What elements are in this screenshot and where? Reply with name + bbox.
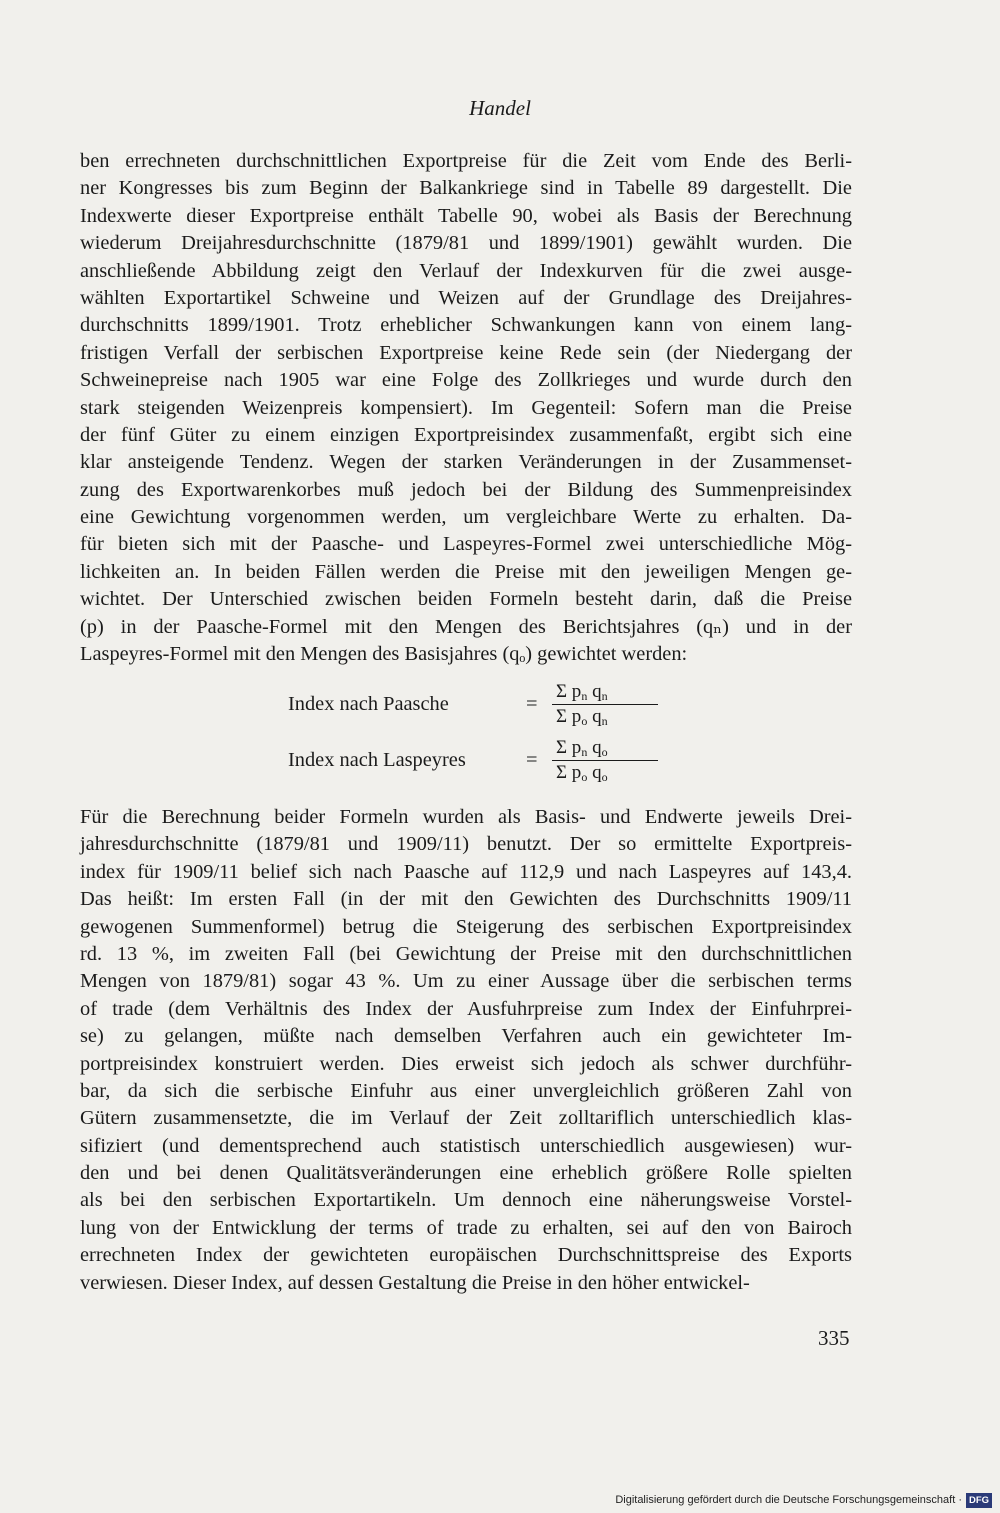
digitization-footer (600, 1492, 1000, 1512)
laspeyres-numerator: Σ $p_n$ $q_o$ (556, 737, 608, 759)
footer-credit: Digitalisierung gefördert durch die Deutsche Forschungsgemeinschaft · (615, 1494, 962, 1506)
text-line: Indexwerte dieser Exportpreise enthält Tabelle 90, wobei als Basis der Berechnung (80, 204, 852, 227)
paasche-label: Index nach Paasche (288, 693, 449, 715)
text-line: für bieten sich mit der Paasche- und Laspeyres-Formel zwei unterschiedliche Mög- (80, 533, 852, 556)
paasche-fraction (552, 680, 662, 729)
text-line: Für die Berechnung beider Formeln wurden als Basis- und Endwerte jeweils Drei- (80, 806, 852, 828)
text-line: lichkeiten an. In beiden Fällen werden die Preise mit den jeweiligen Mengen ge- (80, 560, 852, 583)
text-line: ben errechneten durchschnittlichen Exportpreise für die Zeit vom Ende des Berli- (80, 150, 852, 172)
paasche-denominator: Σ $p_o$ $q_n$ (556, 706, 608, 728)
text-line: wiederum Dreijahresdurchschnitte (1879/81 und 1899/1901) gewählt wurden. Die (80, 232, 852, 255)
text-line: jahresdurchschnitte (1879/81 und 1909/11) benutzt. Der so ermittelte Exportpreis- (80, 833, 852, 856)
text-line: rd. 13 %, im zweiten Fall (bei Gewichtung der Preise mit den durchschnittlichen (80, 942, 852, 965)
text-line: eine Gewichtung vorgenommen werden, um vergleichbare Werte zu erhalten. Da- (80, 506, 852, 529)
laspeyres-equals: = (526, 749, 538, 771)
text-line: Mengen von 1879/81) sogar 43 %. Um zu einer Aussage über die serbischen terms (80, 970, 852, 993)
text-line: wichtet. Der Unterschied zwischen beiden Formeln besteht darin, daß die Preise (80, 588, 852, 611)
text-line: durchschnitts 1899/1901. Trotz erheblicher Schwankungen kann von einem lang- (80, 314, 852, 337)
paragraph-1 (80, 148, 852, 668)
laspeyres-label: Index nach Laspeyres (288, 749, 466, 771)
laspeyres-formula (288, 736, 708, 788)
text-line: portpreisindex konstruiert werden. Dies erweist sich jedoch als schwer durchführ- (80, 1052, 852, 1075)
running-head: Handel (469, 96, 531, 120)
text-line: Das heißt: Im ersten Fall (in der mit den Gewichten des Durchschnitts 1909/11 (80, 888, 852, 911)
text-line: index für 1909/11 belief sich nach Paasche auf 112,9 und nach Laspeyres auf 143,4. (80, 860, 852, 883)
text-line: der fünf Güter zu einem einzigen Exportpreisindex zusammenfaßt, ergibt sich eine (80, 423, 852, 446)
text-line: ner Kongresses bis zum Beginn der Balkankriege sind in Tabelle 89 dargestellt. Die (80, 177, 852, 200)
text-line: se) zu gelangen, müßte nach demselben Verfahren auch ein gewichteter Im- (80, 1025, 852, 1048)
paragraph-2 (80, 804, 852, 1297)
text-line: errechneten Index der gewichteten europäischen Durchschnittspreise des Exports (80, 1244, 852, 1267)
dfg-logo: DFG (966, 1493, 992, 1508)
paasche-equals: = (526, 693, 538, 715)
text-line: bar, da sich die serbische Einfuhr aus einer unvergleichlich größeren Zahl von (80, 1079, 852, 1102)
paasche-numerator: Σ $p_n$ $q_n$ (556, 681, 608, 703)
text-line: of trade (dem Verhältnis des Index der Ausfuhrpreise zum Index der Einfuhrprei- (80, 997, 852, 1020)
text-line: klar ansteigende Tendenz. Wegen der starken Veränderungen in der Zusammenset- (80, 451, 852, 474)
text-line: fristigen Verfall der serbischen Exportpreise keine Rede sein (der Niedergang der (80, 341, 852, 364)
page-number: 335 (818, 1326, 850, 1350)
text-line: zung des Exportwarenkorbes muß jedoch bei der Bildung des Summenpreisindex (80, 478, 852, 501)
text-line: stark steigenden Weizenpreis kompensiert). Im Gegenteil: Sofern man die Preise (80, 396, 852, 419)
text-line: Schweinepreise nach 1905 war eine Folge des Zollkrieges und wurde durch den (80, 369, 852, 392)
text-line: wählten Exportartikel Schweine und Weizen auf der Grundlage des Dreijahres- (80, 286, 852, 309)
text-line: sifiziert (und dementsprechend auch statistisch unterschiedlich ausgewiesen) wur- (80, 1134, 852, 1157)
text-line: als bei den serbischen Exportartikeln. Um dennoch eine näherungsweise Vorstel- (80, 1189, 852, 1212)
text-line: Laspeyres-Formel mit den Mengen des Basisjahres (qₒ) gewichtet werden: (80, 643, 688, 666)
index-formulas (288, 680, 708, 790)
text-line: Gütern zusammensetzte, die im Verlauf der Zeit zolltariflich unterschiedlich klas- (80, 1107, 852, 1130)
text-line: verwiesen. Dieser Index, auf dessen Gestaltung die Preise in den höher entwickel- (80, 1271, 750, 1294)
text-line: anschließende Abbildung zeigt den Verlauf der Indexkurven für die zwei ausge- (80, 259, 852, 282)
text-line: den und bei denen Qualitätsveränderungen eine erheblich größere Rolle spielten (80, 1162, 852, 1185)
paasche-formula (288, 680, 708, 732)
text-line: gewogenen Summenformel) betrug die Steigerung des serbischen Exportpreisindex (80, 915, 852, 938)
text-line: lung von der Entwicklung der terms of trade zu erhalten, sei auf den von Bairoch (80, 1216, 852, 1239)
laspeyres-denominator: Σ $p_o$ $q_o$ (556, 762, 608, 784)
text-line: (p) in der Paasche-Formel mit den Mengen des Berichtsjahres (qₙ) und in der (80, 615, 852, 638)
laspeyres-fraction (552, 736, 662, 785)
